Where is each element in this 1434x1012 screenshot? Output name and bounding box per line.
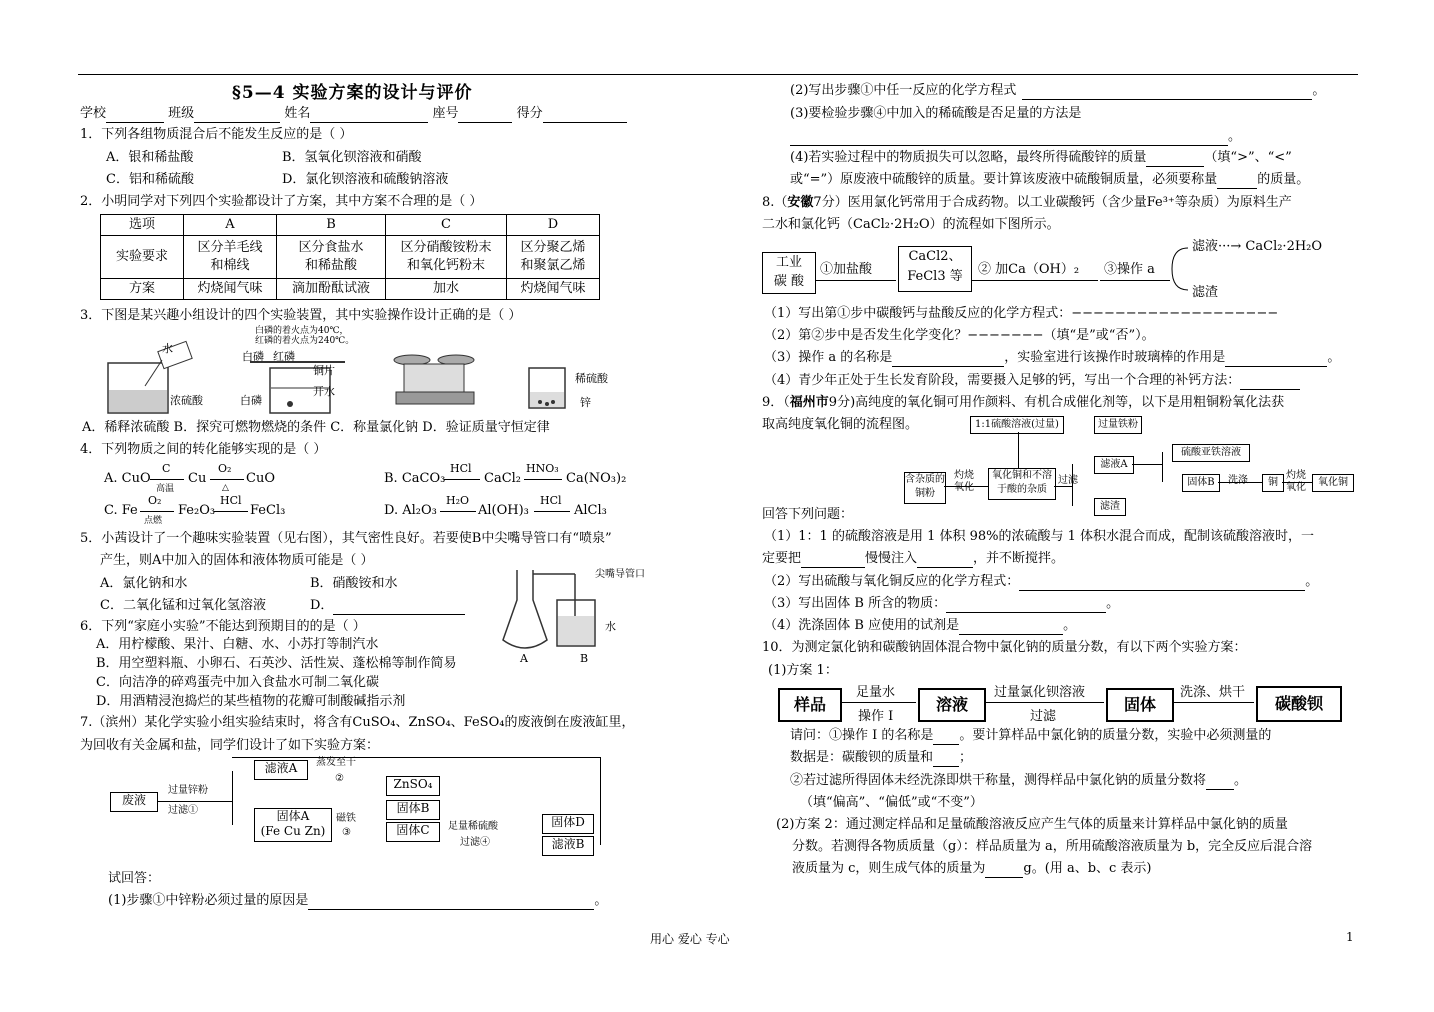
q10-part1-text-a: 请问：①操作 I 的名称是 [790, 728, 934, 743]
q4-stem: 4．下列物质之间的转化能够实现的是（ ） [80, 442, 327, 457]
q4-b-mid: CaCl₂ [484, 471, 522, 486]
q3-b-note2: 红磷的着火点为240℃。 [255, 336, 355, 346]
q9-part4-blank[interactable] [959, 620, 1063, 635]
q7-part4-text-c: 或“=”）原废液中硫酸锌的质量。要计算该废液中硫酸铜质量，必须要称量 [790, 172, 1218, 187]
q10-box-solid: 固体 [1106, 688, 1174, 722]
q10-part2 [790, 772, 1247, 790]
q3-a-water-label: 水 [162, 342, 173, 355]
q7-waste-box: 废液 [110, 792, 158, 812]
q8-part3-text-a: （3）操作 a 的名称是 [764, 350, 893, 365]
q9-box-acid: 1:1硫酸溶液(过量) [970, 416, 1064, 434]
q8-part1: （1）写出第①步中碳酸钙与盐酸反应的化学方程式：−−−−−−−−−−−−−−−−−−− [764, 306, 1279, 321]
q4-c-c1: 点燃 [144, 516, 163, 526]
q7-stem-2: 为回收有关金属和盐，同学们设计了如下实验方案： [80, 738, 380, 753]
q1-option-d: D．氯化钡溶液和硫酸钠溶液 [282, 172, 449, 187]
q4-a-end: CuO [246, 471, 275, 486]
q4-a-r2: O₂ [218, 462, 232, 475]
q9-split-line [1072, 464, 1073, 506]
q9-split-line-2 [1162, 452, 1163, 482]
q3-b-wp1: 白磷 [242, 350, 264, 363]
q7-branch-line [232, 771, 233, 825]
q2-row2-b: 滴加酚酞试液 [277, 279, 386, 300]
q8-branch-brace [1168, 244, 1190, 294]
q10-part1-blank-2[interactable] [933, 752, 959, 767]
q6-option-b: B．用空塑料瓶、小卵石、石英沙、活性炭、蓬松棉等制作简易 [96, 656, 457, 671]
score-blank[interactable] [543, 108, 627, 123]
q5-option-d-blank[interactable] [333, 600, 465, 615]
q8-mid-box [898, 246, 972, 292]
q9-part4-text: （4）洗涤固体 B 应使用的试剂是 [764, 618, 960, 633]
q9-part2-text: （2）写出硫酸与氧化铜反应的化学方程式： [764, 574, 1020, 589]
q3-b-wp2: 白磷 [240, 394, 262, 407]
q9-arrow-4 [1218, 482, 1262, 483]
q4-a-r1: C [162, 462, 171, 475]
q8-output-residue: 滤渣 [1192, 285, 1219, 300]
q9-part1-blank-2[interactable] [917, 553, 973, 568]
q6-option-a: A．用柠檬酸、果汁、白糖、水、小苏打等制汽水 [96, 637, 379, 652]
q4-b-arrow2 [524, 479, 562, 480]
q10-part3-b: 分数。若测得各物质质量（g）：样品质量为 a，所用硫酸溶液质量为 b，完全反应后混合溶 [792, 839, 1313, 854]
q6-stem: 6．下列“家庭小实验”不能达到预期目的的是（ ） [80, 619, 366, 634]
q7-part4-text-b: （填“>”、“<” [1204, 150, 1292, 165]
q4-c-arrow2 [214, 511, 248, 512]
q8-raw-line2: 碳 酸 [773, 274, 805, 289]
q8-step3: ③操作 a [1104, 262, 1155, 277]
q7-part4-text-a: (4)若实验过程中的物质损失可以忽略，最终所得硫酸锌的质量 [790, 150, 1147, 165]
page-number: 1 [1346, 930, 1354, 944]
footer-motto: 用心 爱心 专心 [650, 932, 730, 946]
class-label: 班级 [168, 106, 195, 121]
q9-part3-text: （3）写出固体 B 所含的物质： [764, 596, 947, 611]
q9-box-mix: 氧化铜和不溶于酸的杂质 [988, 468, 1056, 500]
q7-step3-reagent: 磁铁 [336, 813, 356, 824]
q10-box-baco3: 碳酸钡 [1256, 686, 1342, 722]
q10-part1-blank-1[interactable] [933, 730, 959, 745]
q8-part4-blank[interactable] [1240, 375, 1300, 390]
q7-part3: (3)要检验步骤④中加入的稀硫酸是否足量的方法是 [790, 106, 1082, 121]
q4-a-start: A. CuO [104, 471, 151, 486]
q9-step-ox2: 灼烧氧化 [1286, 470, 1306, 493]
q2-head-b: B [277, 215, 386, 236]
q2-row2-label: 方案 [101, 279, 184, 300]
q8-arrow-1 [816, 280, 896, 281]
q2-head-option: 选项 [101, 215, 184, 236]
q5-tip-label: 尖嘴导管口 [595, 569, 645, 580]
q2-row1-d: 区分聚乙烯 和聚氯乙烯 [507, 236, 600, 279]
q3-options: A．稀释浓硫酸 B．探究可燃物燃烧的条件 C．称量氯化钠 D．验证质量守恒定律 [82, 420, 550, 435]
q8-stem-1c: 7分）医用氯化钙常用于合成药物。以工业碳酸钙（含少量Fe³⁺等杂质）为原料生产 [813, 195, 1292, 210]
q8-raw-line1: 工业 [775, 255, 802, 270]
q4-b-r1: HCl [450, 462, 472, 475]
q10-part2-text-b: 。 [1234, 773, 1248, 788]
q1-stem: 1．下列各组物质混合后不能发生反应的是（ ） [80, 127, 353, 142]
q3-b-note1: 白磷的着火点为40℃， [255, 326, 349, 336]
q9-box-solid-b: 固体B [1182, 474, 1220, 492]
q10-part3-a: (2)方案 2：通过测定样品和足量硫酸溶液反应产生气体的质量来计算样品中氯化钠的质量 [776, 817, 1288, 832]
q9-stem-1c: 9分)高纯度的氧化铜可用作颜料、有机合成催化剂等，以下是用粗铜粉氧化法获 [828, 395, 1285, 410]
q10-part2-hint: （填“偏高”、“偏低”或“不变”） [800, 795, 983, 810]
q7-part4-a [790, 149, 1292, 167]
q10-step3-reagent: 洗涤、烘干 [1180, 685, 1246, 700]
q7-step2-reagent: 蒸发至干 [316, 757, 356, 768]
q7-part4-b [790, 171, 1309, 189]
q7-part3-line: 。 [790, 128, 1241, 146]
q10-box-solution: 溶液 [918, 688, 986, 722]
q10-part2-text-a: ②若过滤所得固体未经洗涤即烘干称量，测得样品中氯化钠的质量分数将 [790, 773, 1207, 788]
q2-row2-a: 灼烧闻气味 [184, 279, 277, 300]
q9-acid-line [1018, 432, 1019, 468]
q5-option-c: C．二氧化锰和过氧化氢溶液 [100, 598, 266, 613]
q6-option-c: C．向洁净的碎鸡蛋壳中加入食盐水可制二氧化碳 [96, 675, 379, 690]
q10-part3-c [792, 860, 1152, 878]
q4-d-mid: Al(OH)₃ [478, 503, 529, 518]
q7-filtrate-a-box: 滤液A [254, 760, 308, 780]
seat-label: 座号 [432, 106, 459, 121]
q9-ask: 回答下列问题： [762, 507, 854, 522]
q9-arrow-3 [1132, 464, 1162, 465]
score-label: 得分 [516, 106, 543, 121]
q9-box-raw: 含杂质的铜粉 [904, 472, 946, 504]
q10-part2-blank[interactable] [1206, 775, 1234, 790]
q8-part3-blank-2[interactable] [1225, 352, 1327, 367]
q3-a-acid-label: 浓硫酸 [170, 394, 203, 407]
q10-part1-a [790, 727, 1271, 745]
q10-arrow-2 [986, 702, 1104, 703]
q7-filtrate-b-box: 滤液B [542, 836, 594, 856]
q7-step4-reagent: 足量稀硫酸 [448, 821, 498, 832]
q5-option-d [310, 597, 465, 615]
q7-part2-text: (2)写出步骤①中任一反应的化学方程式 [790, 83, 1017, 98]
q10-stem: 10．为测定氯化钠和碳酸钠固体混合物中氯化钠的质量分数，有以下两个实验方案： [762, 640, 1247, 655]
q4-c-r2: HCl [220, 494, 242, 507]
q9-stem-2: 取高纯度氧化铜的流程图。 [762, 417, 919, 432]
q8-arrow-3 [1100, 280, 1170, 281]
q3-d-acid: 稀硫酸 [575, 372, 608, 385]
q1-option-b: B．氢氧化钡溶液和硝酸 [282, 150, 422, 165]
q9-box-feso4: 硫酸亚铁溶液 [1172, 444, 1250, 462]
q8-part4-text: （4）青少年正处于生长发育阶段，需要摄入足够的钙，写出一个合理的补钙方法： [764, 373, 1241, 388]
q7-part2-blank[interactable] [1022, 85, 1312, 100]
q4-a-mid: Cu [188, 471, 207, 486]
q7-return-top [232, 757, 600, 758]
q7-step1-label: 过滤① [168, 805, 198, 816]
q10-part3-text-d: g。(用 a、b、c 表示) [1023, 861, 1152, 876]
q7-step2-label: ② [335, 773, 344, 784]
q8-part3: （3）操作 a 的名称是 ，实验室进行该操作时玻璃棒的作用是 。 [764, 350, 1341, 365]
q9-part1-text-b: 定要把 [762, 551, 802, 566]
q3-d-zn: 锌 [580, 396, 591, 409]
q7-stem-1: 7.（滨州）某化学实验小组实验结束时，将含有CuSO₄、ZnSO₄、FeSO₄的废液倒在废液缸里， [80, 715, 635, 730]
q9-box-cuo: 氧化铜 [1312, 474, 1354, 492]
name-label: 姓名 [284, 106, 311, 121]
q3-figure-c-balance [390, 346, 480, 414]
q7-step1-reagent: 过量锌粉 [168, 785, 208, 796]
q10-step1-reagent: 足量水 [856, 685, 896, 700]
q9-stem-1a: 9．（ [762, 395, 790, 410]
q2-row1-b: 区分食盐水 和稀盐酸 [277, 236, 386, 279]
q4-c-end: FeCl₃ [250, 503, 286, 518]
q8-part3-blank-1[interactable] [892, 352, 1004, 367]
q9-part1-b [762, 550, 1064, 568]
q10-box-sample: 样品 [778, 688, 842, 722]
q5-stem-2: 产生，则A中加入的固体和液体物质可能是（ ） [100, 553, 374, 568]
q2-row1-label: 实验要求 [101, 236, 184, 279]
q9-part1-text-d: ，并不断搅拌。 [973, 551, 1065, 566]
q2-table [100, 214, 600, 300]
class-blank[interactable] [194, 108, 280, 123]
q4-b-end: Ca(NO₃)₂ [566, 471, 627, 486]
q5-stem-1: 5．小茜设计了一个趣味实验装置（见右图），其气密性良好。若要使B中尖嘴导管口有“喷泉” [80, 531, 612, 546]
q9-part3-blank[interactable] [946, 598, 1106, 613]
q9-source: 福州市 [789, 395, 829, 410]
q7-solid-d-box: 固体D [542, 814, 594, 834]
header-rule [78, 74, 1358, 75]
q7-znso4-box: ZnSO₄ [386, 776, 440, 796]
q2-stem: 2．小明同学对下列四个实验都设计了方案，其中方案不合理的是（ ） [80, 194, 483, 209]
q10-part1-text-b: 。要计算样品中氯化钠的质量分数，实验中必须测量的 [959, 728, 1272, 743]
q9-box-iron: 过量铁粉 [1094, 416, 1142, 434]
q10-step1-label: 操作 I [858, 709, 894, 724]
q8-raw-box [762, 252, 816, 294]
q4-d-arrow1 [440, 511, 476, 512]
q7-part1: (1)步骤①中锌粉必须过量的原因是 。 [108, 893, 608, 908]
q1-option-c: C．铝和稀硫酸 [106, 172, 194, 187]
q2-head-a: A [184, 215, 277, 236]
q7-solid-a-contents: (Fe Cu Zn) [260, 824, 326, 838]
q4-a-c2: △ [222, 483, 229, 493]
q4-c-start: C. Fe [104, 503, 138, 518]
q5-label-b: B [580, 652, 589, 665]
q10-part3-text-c: 液质量为 c，则生成气体的质量为 [792, 861, 986, 876]
name-blank[interactable] [310, 108, 428, 123]
q10-arrow-1 [842, 702, 916, 703]
q7-solid-c-box: 固体C [386, 822, 440, 842]
q8-mid-line2: FeCl3 等 [907, 269, 963, 284]
q5-water-label: 水 [605, 620, 616, 633]
q9-part1-text-c: 慢慢注入 [865, 551, 918, 566]
q9-box-cu: 铜 [1262, 474, 1284, 492]
q2-head-c: C [386, 215, 507, 236]
seat-blank[interactable] [458, 108, 512, 123]
q5-option-a: A．氯化钠和水 [100, 576, 188, 591]
school-label: 学校 [80, 106, 107, 121]
q8-stem-1a: 8.（ [762, 195, 788, 210]
q6-option-d: D．用酒精浸泡捣烂的某些植物的花瓣可制酸碱指示剂 [96, 694, 406, 709]
q3-b-cu: 铜片 [313, 364, 335, 377]
q10-part1-text-d: ； [959, 750, 973, 765]
q7-ask: 试回答： [108, 871, 161, 886]
q9-part4: （4）洗涤固体 B 应使用的试剂是 。 [764, 618, 1077, 633]
q9-arrow-5 [1282, 482, 1312, 483]
q8-stem-2: 二水和氯化钙（CaCl₂·2H₂O）的流程如下图所示。 [762, 217, 1060, 232]
q9-box-residue: 滤渣 [1094, 498, 1126, 516]
q8-stem-1 [762, 194, 1292, 212]
q7-part4-blank-1[interactable] [1146, 152, 1204, 167]
q4-d-end: AlCl₃ [574, 503, 607, 518]
q4-a-c1: 高温 [156, 484, 175, 494]
q7-solid-a-label: 固体A [276, 809, 310, 823]
q3-figure-d [525, 364, 575, 414]
q7-part4-text-d: 的质量。 [1257, 172, 1310, 187]
q9-part2: （2）写出硫酸与氧化铜反应的化学方程式： 。 [764, 574, 1319, 589]
q4-b-arrow1 [444, 479, 480, 480]
q9-box-filtrate-a: 滤液A [1094, 456, 1134, 474]
q1-option-a: A．银和稀盐酸 [106, 150, 194, 165]
q7-part4-blank-2[interactable] [1217, 174, 1257, 189]
q2-row2-c: 加水 [386, 279, 507, 300]
q4-c-r1: O₂ [148, 494, 162, 507]
q10-step2-reagent: 过量氯化钡溶液 [994, 685, 1086, 700]
q4-d-arrow2 [534, 511, 570, 512]
q7-part2: (2)写出步骤①中任一反应的化学方程式 。 [790, 83, 1326, 98]
q8-step2: ② 加Ca（OH）₂ [978, 262, 1080, 277]
q9-arrow-1 [944, 486, 988, 487]
q7-part1-text: (1)步骤①中锌粉必须过量的原因是 [108, 893, 309, 908]
q4-d-r1: H₂O [446, 494, 470, 507]
q10-part3-blank[interactable] [985, 863, 1023, 878]
q8-step1: ①加盐酸 [820, 262, 873, 277]
q9-part1-blank-1[interactable] [801, 553, 865, 568]
q7-solid-b-box: 固体B [386, 800, 440, 820]
q7-step4-label: 过滤④ [460, 837, 490, 848]
q9-stem-1 [762, 394, 1284, 412]
q8-source: 安徽 [787, 195, 814, 210]
q9-arrow-2 [1054, 486, 1072, 487]
q7-return-line [600, 757, 601, 845]
q10-plan1: (1)方案 1： [768, 663, 838, 678]
q2-row1-c: 区分硝酸铵粉末 和氧化钙粉末 [386, 236, 507, 279]
q9-step-filter: 过滤 [1058, 475, 1078, 486]
q3-stem: 3．下图是某兴趣小组设计的四个实验装置，其中实验操作设计正确的是（ ） [80, 308, 522, 323]
q5-option-d-label: D． [310, 598, 334, 613]
q4-b-start: B. CaCO₃ [384, 471, 446, 486]
q8-part4 [764, 372, 1300, 390]
q9-part3: （3）写出固体 B 所含的物质： 。 [764, 596, 1120, 611]
q4-d-r2: HCl [540, 494, 562, 507]
q7-part1-blank[interactable] [308, 895, 594, 910]
q4-c-mid: Fe₂O₃ [178, 503, 216, 518]
header-fields [80, 105, 627, 123]
q2-head-d: D [507, 215, 600, 236]
q8-output-filtrate: 滤液···→ CaCl₂·2H₂O [1192, 239, 1323, 254]
page-title: §5—4 实验方案的设计与评价 [232, 83, 473, 103]
q10-part1-b [790, 749, 972, 767]
q7-solid-a-box [254, 808, 332, 842]
q5-label-a: A [520, 652, 528, 665]
q10-part1-text-c: 数据是：碳酸钡的质量和 [790, 750, 934, 765]
q3-b-water: 开水 [313, 385, 335, 398]
q9-step-ox: 灼烧氧化 [954, 470, 974, 493]
q8-mid-line1: CaCl2、 [908, 249, 962, 264]
q2-row1-a: 区分羊毛线 和棉线 [184, 236, 277, 279]
q9-part2-blank[interactable] [1019, 576, 1305, 591]
school-blank[interactable] [106, 108, 164, 123]
q4-b-r2: HNO₃ [526, 462, 559, 475]
q9-part1-a: （1）1：1 的硫酸溶液是用 1 体积 98%的浓硫酸与 1 体积水混合而成，配制该硫酸溶液时，一 [764, 529, 1315, 544]
q8-part3-text-b: ，实验室进行该操作时玻璃棒的作用是 [1004, 350, 1226, 365]
q9-step-wash: 洗涤 [1228, 475, 1248, 486]
q10-arrow-3 [1174, 702, 1254, 703]
q7-part3-blank[interactable] [790, 131, 1228, 146]
q8-part2: （2）第②步中是否发生化学变化？−−−−−−−（填“是”或“否”）。 [764, 328, 1155, 343]
q7-step3-label: ③ [342, 827, 351, 838]
q7-arrow-1 [158, 801, 232, 802]
q5-option-b: B．硝酸铵和水 [310, 576, 398, 591]
q8-arrow-2 [972, 280, 1098, 281]
q3-b-rp: 红磷 [273, 350, 295, 363]
q10-step2-label: 过滤 [1030, 709, 1057, 724]
q2-row2-d: 灼烧闻气味 [507, 279, 600, 300]
q4-d-start: D. Al₂O₃ [384, 503, 437, 518]
